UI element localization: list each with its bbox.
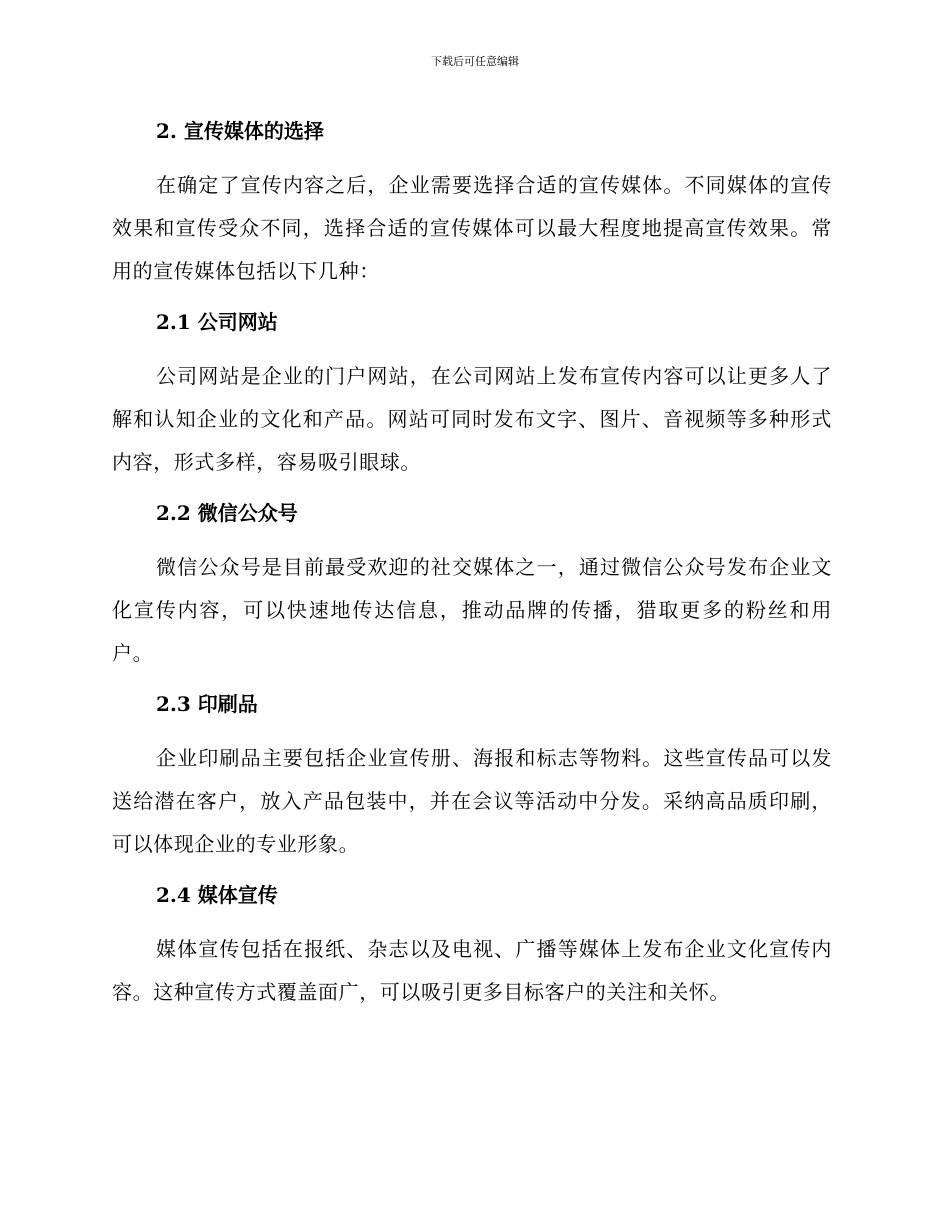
section-paragraph: 企业印刷品主要包括企业宣传册、海报和标志等物料。这些宣传品可以发送给潜在客户，放入产品包装中，并在会议等活动中分发。采纳高品质印刷，可以体现企业的专业形象。 [112,746,832,856]
section-media-publicity [112,880,832,1014]
section-company-website [112,307,832,484]
section-wechat-official-account [112,498,832,675]
section-paragraph: 微信公众号是目前最受欢迎的社交媒体之一，通过微信公众号发布企业文化宣传内容，可以快速地传达信息，推动品牌的传播，猎取更多的粉丝和用户。 [112,555,832,665]
section-paragraph: 媒体宣传包括在报纸、杂志以及电视、广播等媒体上发布企业文化宣传内容。这种宣传方式覆盖面广，可以吸引更多目标客户的关注和关怀。 [112,937,832,1004]
section-paragraph: 在确定了宣传内容之后，企业需要选择合适的宣传媒体。不同媒体的宣传效果和宣传受众不同，选择合适的宣传媒体可以最大程度地提高宣传效果。常用的宣传媒体包括以下几种： [112,173,832,283]
section-heading: 2.2 微信公众号 [156,501,298,525]
section-heading: 2.4 媒体宣传 [156,883,278,907]
section-media-selection [112,116,832,293]
section-printed-materials [112,689,832,866]
section-heading: 2.1 公司网站 [156,310,278,334]
document-body [112,110,832,1028]
section-paragraph: 公司网站是企业的门户网站，在公司网站上发布宣传内容可以让更多人了解和认知企业的文化和产品。网站可同时发布文字、图片、音视频等多种形式内容，形式多样，容易吸引眼球。 [112,364,832,474]
section-heading: 2. 宣传媒体的选择 [156,119,324,143]
page-header: 下载后可任意编辑 [431,55,519,68]
section-heading: 2.3 印刷品 [156,692,258,716]
